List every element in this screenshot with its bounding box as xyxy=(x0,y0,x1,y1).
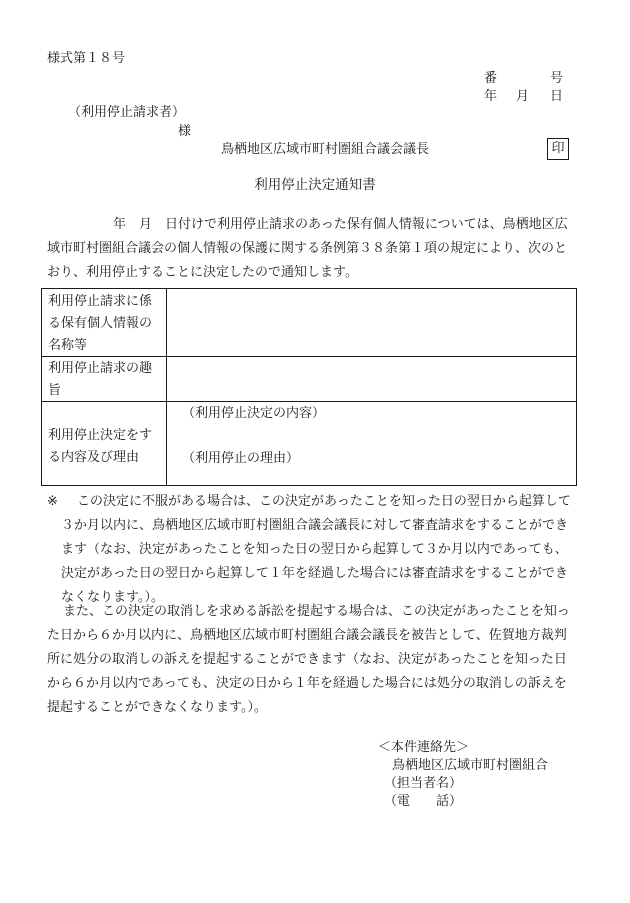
document-number-label: 番 xyxy=(484,71,498,86)
date-year-label: 年 xyxy=(484,89,498,104)
honorific-sama: 様 xyxy=(178,124,192,139)
table-row-label-purpose: 利用停止請求の趣旨 xyxy=(48,361,153,398)
date-day-label: 日 xyxy=(550,89,564,104)
intro-paragraph: 年 月 日付けで利用停止請求のあった保有個人情報については、鳥栖地区広域市町村圏組合議会の個人情報の保護に関する条例第３８条第１項の規定により、次のとおり、利用停止することに決定したので通知します。 xyxy=(47,217,568,280)
document-title: 利用停止決定通知書 xyxy=(254,177,376,193)
table-row-label-decision: 利用停止決定をする内容及び理由 xyxy=(48,428,153,465)
contact-heading: ＜本件連絡先＞ xyxy=(378,740,470,755)
seal-stamp: 印 xyxy=(547,138,569,160)
table-row-label-info-name: 利用停止請求に係る保有個人情報の名称等 xyxy=(48,294,153,353)
issuer-name: 鳥栖地区広域市町村圏組合議会議長 xyxy=(221,142,430,157)
contact-phone-label: （電 話） xyxy=(384,794,463,809)
decision-reason-label: （利用停止の理由） xyxy=(182,451,300,466)
requester-label: （利用停止請求者） xyxy=(68,105,186,120)
decision-table xyxy=(41,288,577,486)
note-mark: ※ xyxy=(47,494,58,509)
decision-content-label: （利用停止決定の内容） xyxy=(182,406,326,421)
form-number: 様式第１８号 xyxy=(47,51,126,66)
date-month-label: 月 xyxy=(516,89,530,104)
document-number-suffix: 号 xyxy=(550,71,564,86)
table-column-divider xyxy=(166,289,167,485)
lawsuit-notice: また、この決定の取消しを求める訴訟を提起する場合は、この決定があったことを知った日から６か月以内に、鳥栖地区広域市町村圏組合議会議長を被告として、佐賀地方裁判所に処分の取消しの訴えを提起することができます（なお、決定があったことを知った日から６か月以内であっても、決定の日から１年を経過した場合には処分の取消しの訴えを提起することができなくなります。）。 xyxy=(47,604,570,715)
contact-organization: 鳥栖地区広域市町村圏組合 xyxy=(392,758,549,773)
contact-person-label: （担当者名） xyxy=(384,776,463,791)
appeal-notice-text: この決定に不服がある場合は、この決定があったことを知った日の翌日から起算して３か月以内に、鳥栖地区広域市町村圏組合議会議長に対して審査請求をすることができます（なお、決定があったことを知った日の翌日から起算して３か月以内であっても、決定があった日の翌日から起算して１年を経過した場合には審査請求をすることができなくなります。）。 xyxy=(61,494,571,605)
